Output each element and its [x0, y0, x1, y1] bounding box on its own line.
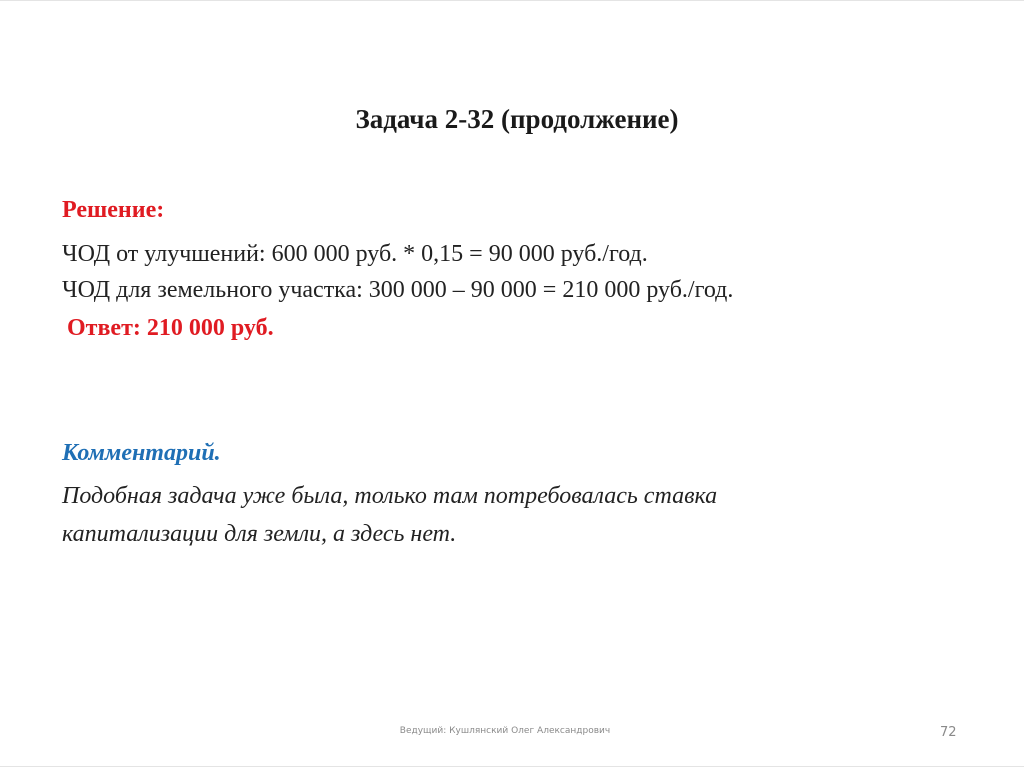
- comment-line: Подобная задача уже была, только там потребовалась ставка: [62, 483, 718, 509]
- answer-text: Ответ: 210 000 руб.: [67, 315, 274, 341]
- comment-line: капитализации для земли, а здесь нет.: [62, 521, 457, 547]
- comment-heading: Комментарий.: [62, 440, 221, 466]
- solution-line-improvements: ЧОД от улучшений: 600 000 руб. * 0,15 = 90 000 руб./год.: [62, 241, 648, 267]
- solution-section: [62, 194, 962, 346]
- comment-body: [62, 477, 942, 553]
- solution-line-land: ЧОД для земельного участка: 300 000 – 90 000 = 210 000 руб./год.: [62, 277, 734, 303]
- solution-heading: Решение:: [62, 197, 165, 223]
- footer-presenter: Ведущий: Кушлянский Олег Александрович: [399, 726, 611, 736]
- slide-title: Задача 2-32 (продолжение): [355, 104, 679, 134]
- page-number: 72: [940, 725, 957, 740]
